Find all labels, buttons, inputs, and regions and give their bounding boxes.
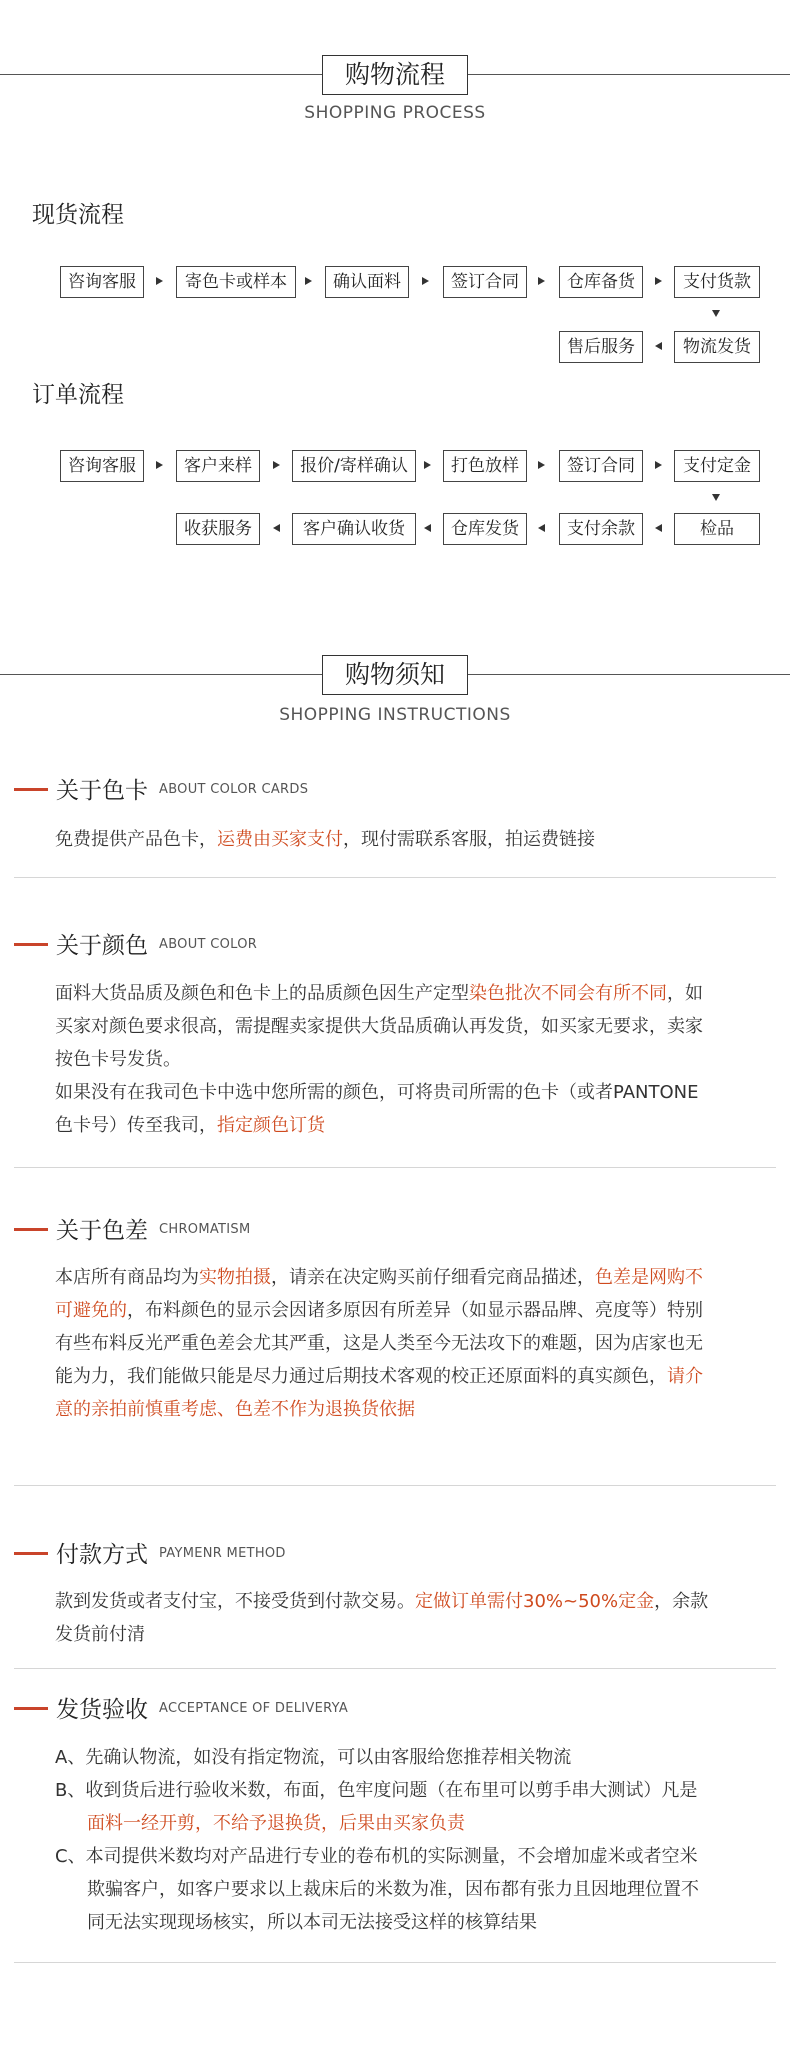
spot-step-4: 签订合同	[443, 266, 527, 298]
order-step-7: 检品	[674, 513, 760, 545]
order-step-1: 咨询客服	[60, 450, 144, 482]
arrow-right-icon	[156, 461, 163, 469]
color-text: 面料大货品质及颜色和色卡上的品质颜色因生产定型染色批次不同会有所不同，如买家对颜色要求很高，需提醒卖家提供大货品质确认再发货，如买家无要求，卖家按色卡号发货。 如果没有在我司色卡中选中您所需的颜色，可将贵司所需的色卡（或者PANTONE色卡号）传至我司，指定颜色订货	[55, 983, 703, 1136]
spot-step-7: 售后服务	[559, 331, 643, 363]
accent-bar	[14, 943, 48, 946]
order-flow-heading: 订单流程	[32, 382, 124, 408]
divider	[14, 1668, 776, 1669]
delivery-item-b: B、收到货后进行验收米数，布面，色牢度问题（在布里可以剪手串大测试）凡是面料一经开剪，不给予退换货，后果由买家负责	[55, 1780, 698, 1834]
arrow-left-icon	[424, 524, 431, 532]
process-title: 购物流程	[322, 55, 468, 95]
color-card-text: 免费提供产品色卡，运费由买家支付，现付需联系客服，拍运费链接	[55, 829, 595, 850]
chromatism-title-en: CHROMATISM	[159, 1222, 251, 1237]
order-step-2: 客户来样	[176, 450, 260, 482]
order-step-3: 报价/寄样确认	[292, 450, 416, 482]
arrow-left-icon	[655, 342, 662, 350]
delivery-item-c: C、本司提供米数均对产品进行专业的卷布机的实际测量，不会增加虚米或者空米欺骗客户，如客户要求以上裁床后的米数为准，因布都有张力且因地理位置不同无法实现现场核实，所以本司无法接受这样的核算结果	[55, 1846, 699, 1933]
payment-title: 付款方式	[56, 1542, 148, 1568]
chromatism-title: 关于色差	[56, 1218, 148, 1244]
divider	[14, 1167, 776, 1168]
chromatism-text: 本店所有商品均为实物拍摄，请亲在决定购买前仔细看完商品描述，色差是网购不可避免的，布料颜色的显示会因诸多原因有所差异（如显示器品牌、亮度等）特别有些布料反光严重色差会尤其严重，这是人类至今无法攻下的难题，因为店家也无能为力，我们能做只能是尽力通过后期技术客观的校正还原面料的真实颜色，请介意的亲拍前慎重考虑、色差不作为退换货依据	[55, 1267, 703, 1420]
order-step-9: 仓库发货	[443, 513, 527, 545]
order-step-8: 支付余款	[559, 513, 643, 545]
spot-step-5: 仓库备货	[559, 266, 643, 298]
arrow-right-icon	[538, 461, 545, 469]
order-step-6: 支付定金	[674, 450, 760, 482]
arrow-right-icon	[273, 461, 280, 469]
order-step-11: 收获服务	[176, 513, 260, 545]
spot-step-1: 咨询客服	[60, 266, 144, 298]
payment-title-en: PAYMENR METHOD	[159, 1546, 286, 1561]
order-step-4: 打色放样	[443, 450, 527, 482]
instructions-title: 购物须知	[322, 655, 468, 695]
spot-step-2: 寄色卡或样本	[176, 266, 296, 298]
order-step-10: 客户确认收货	[292, 513, 416, 545]
spot-flow-heading: 现货流程	[32, 202, 124, 228]
arrow-down-icon	[712, 310, 720, 317]
color-title: 关于颜色	[56, 933, 148, 959]
accent-bar	[14, 1228, 48, 1231]
accent-bar	[14, 1707, 48, 1710]
arrow-right-icon	[655, 461, 662, 469]
instructions-subtitle: SHOPPING INSTRUCTIONS	[279, 705, 511, 725]
spot-step-3: 确认面料	[325, 266, 409, 298]
spot-step-8: 物流发货	[674, 331, 760, 363]
divider	[14, 877, 776, 878]
arrow-right-icon	[538, 277, 545, 285]
delivery-title: 发货验收	[56, 1697, 148, 1723]
payment-text: 款到发货或者支付宝，不接受货到付款交易。定做订单需付30%~50%定金，余款发货前付清	[55, 1591, 709, 1645]
arrow-left-icon	[273, 524, 280, 532]
color-card-title-en: ABOUT COLOR CARDS	[159, 782, 309, 797]
arrow-right-icon	[305, 277, 312, 285]
delivery-title-en: ACCEPTANCE OF DELIVERYA	[159, 1701, 349, 1716]
spot-step-6: 支付货款	[674, 266, 760, 298]
order-step-5: 签订合同	[559, 450, 643, 482]
instructions-title-bar	[0, 655, 790, 695]
accent-bar	[14, 788, 48, 791]
arrow-down-icon	[712, 494, 720, 501]
color-title-en: ABOUT COLOR	[159, 937, 258, 952]
process-subtitle: SHOPPING PROCESS	[304, 103, 486, 123]
arrow-right-icon	[655, 277, 662, 285]
arrow-right-icon	[422, 277, 429, 285]
color-card-title: 关于色卡	[56, 778, 148, 804]
divider	[14, 1485, 776, 1486]
delivery-item-a: A、先确认物流，如没有指定物流，可以由客服给您推荐相关物流	[55, 1747, 572, 1768]
accent-bar	[14, 1552, 48, 1555]
process-title-bar	[0, 55, 790, 95]
arrow-left-icon	[655, 524, 662, 532]
delivery-list	[55, 1741, 715, 1939]
arrow-left-icon	[538, 524, 545, 532]
arrow-right-icon	[156, 277, 163, 285]
divider	[14, 1962, 776, 1963]
arrow-right-icon	[424, 461, 431, 469]
